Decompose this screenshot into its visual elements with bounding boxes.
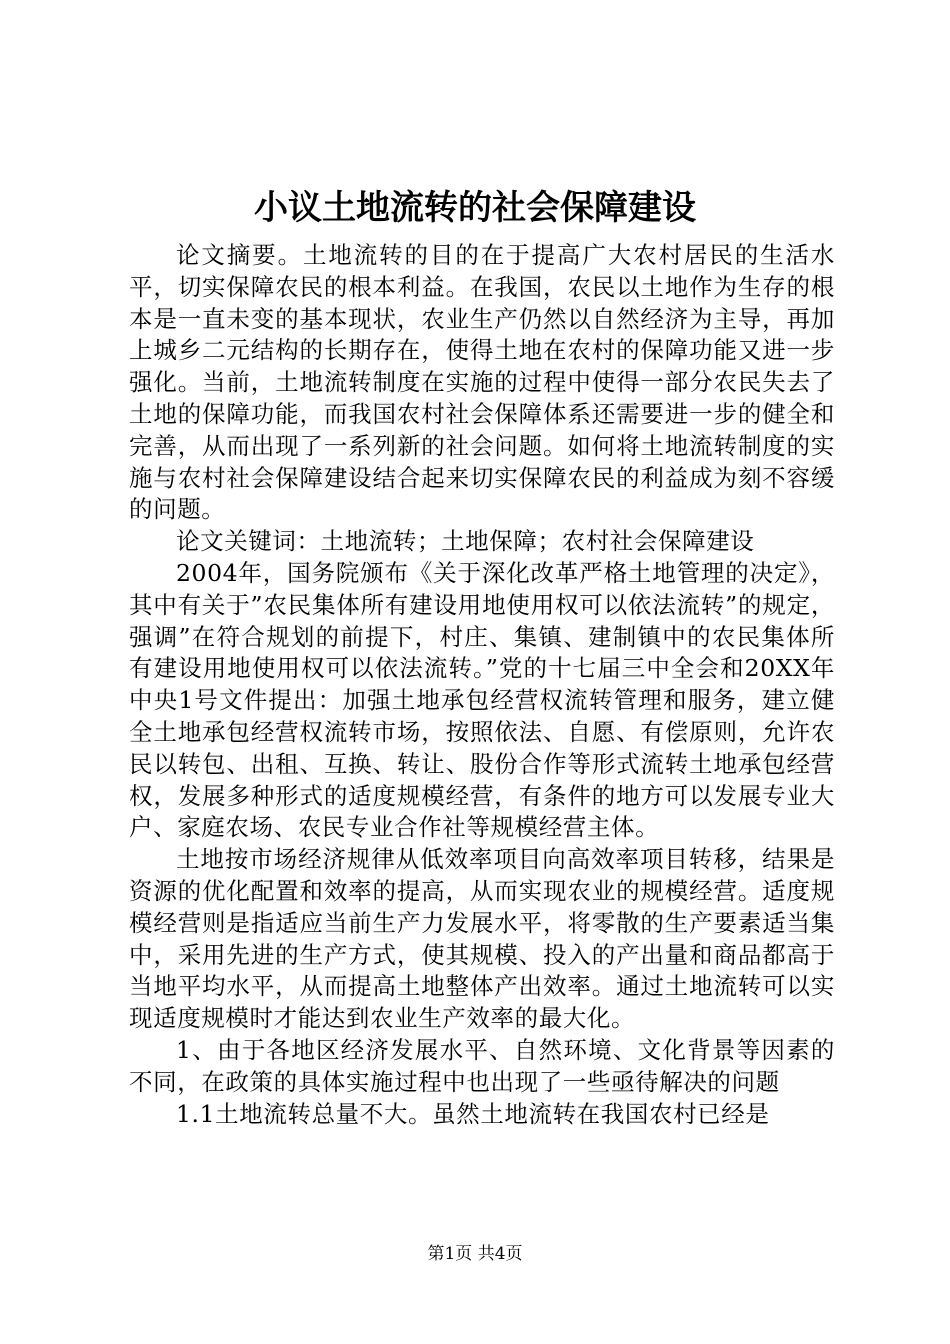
paragraph-market: 土地按市场经济规律从低效率项目向高效率项目转移，结果是资源的优化配置和效率的提高，从而实现农业的规模经营。适度规模经营则是指适应当前生产力发展水平，将零散的生产要素适当集中，采用先进的生产方式，使其规模、投入的产出量和商品都高于当地平均水平，从而提高土地整体产出效率。通过土地流转可以实现适度规模时才能达到农业生产效率的最大化。 xyxy=(129,845,835,1033)
document-body xyxy=(129,240,835,1130)
paragraph-policy: 2004年，国务院颁布《关于深化改革严格土地管理的决定》，其中有关于”农民集体所有建设用地使用权可以依法流转”的规定，强调”在符合规划的前提下，村庄、集镇、建制镇中的农民集体所有建设用地使用权可以依法流转。”党的十七届三中全会和20XX年中央1号文件提出：加强土地承包经营权流转管理和服务，建立健全土地承包经营权流转市场，按照依法、自愿、有偿原则，允许农民以转包、出租、互换、转让、股份合作等形式流转土地承包经营权，发展多种形式的适度规模经营，有条件的地方可以发展专业大户、家庭农场、农民专业合作社等规模经营主体。 xyxy=(129,558,835,842)
paragraph-abstract: 论文摘要。土地流转的目的在于提高广大农村居民的生活水平，切实保障农民的根本利益。在我国，农民以土地作为生存的根本是一直未变的基本现状，农业生产仍然以自然经济为主导，再加上城乡二元结构的长期存在，使得土地在农村的保障功能又进一步强化。当前，土地流转制度在实施的过程中使得一部分农民失去了土地的保障功能，而我国农村社会保障体系还需要进一步的健全和完善，从而出现了一系列新的社会问题。如何将土地流转制度的实施与农村社会保障建设结合起来切实保障农民的利益成为刻不容缓的问题。 xyxy=(129,241,835,524)
paragraph-section-1: 1、由于各地区经济发展水平、自然环境、文化背景等因素的不同，在政策的具体实施过程中也出现了一些亟待解决的问题 xyxy=(129,1035,835,1096)
page-number-footer: 第1页 共4页 xyxy=(427,1244,523,1264)
paragraph-section-1-1: 1.1土地流转总量不大。虽然土地流转在我国农村已经是 xyxy=(176,1099,770,1128)
document-title: 小议土地流转的社会保障建设 xyxy=(254,188,696,228)
paragraph-keywords: 论文关键词：土地流转；土地保障；农村社会保障建设 xyxy=(176,527,755,556)
